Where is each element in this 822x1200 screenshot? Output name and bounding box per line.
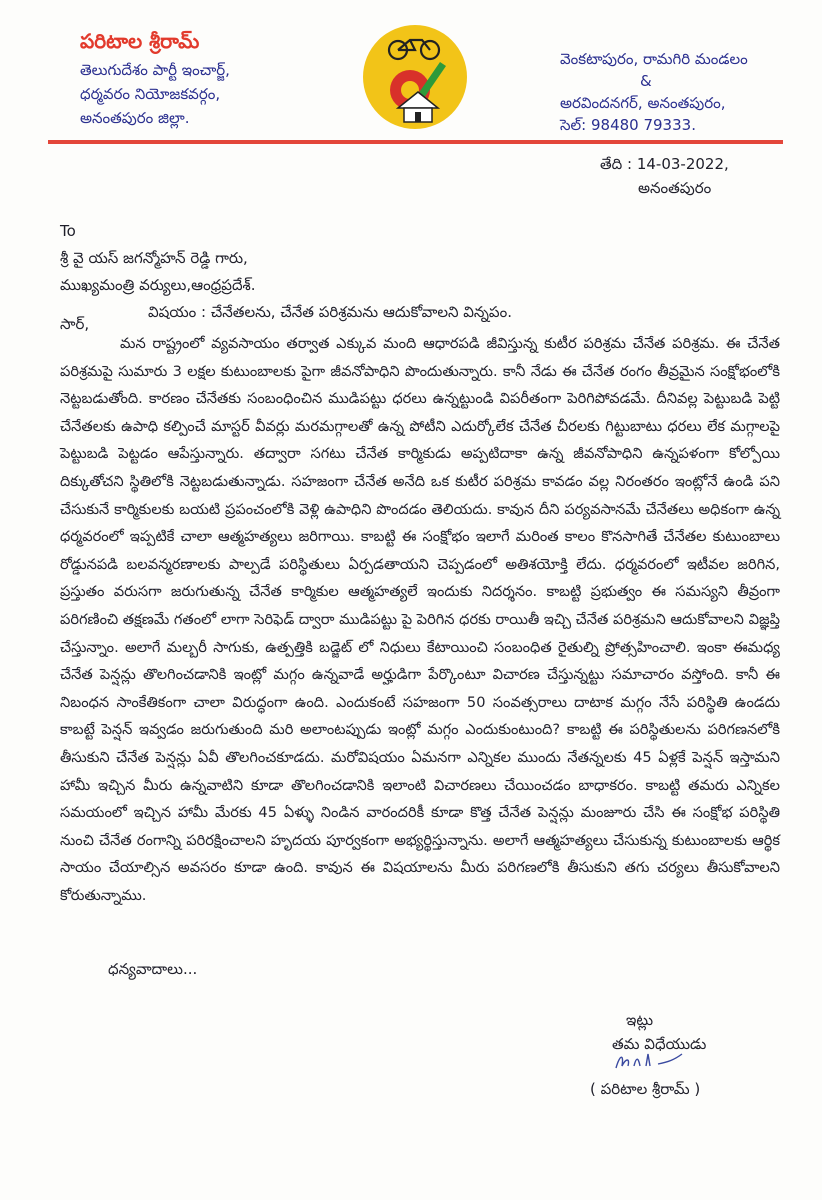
letter-date: తేది : 14-03-2022,	[600, 155, 729, 173]
sender-designation: తెలుగుదేశం పార్టీ ఇంచార్జ్,	[80, 61, 230, 79]
subject-line: విషయం : చేనేతలను, చేనేత పరిశ్రమను ఆదుకోవాలని విన్నపం.	[148, 303, 512, 321]
signoff-line-1: ఇట్లు	[626, 1011, 654, 1029]
addressee-office: ముఖ్యమంత్రి వర్యులు,ఆంధ్రప్రదేశ్.	[60, 276, 256, 294]
address-ampersand: &	[640, 72, 652, 90]
salutation: సార్,	[60, 315, 90, 333]
phone-number: సెల్: 98480 79333.	[560, 116, 696, 134]
header-divider	[48, 140, 783, 144]
sender-district: అనంతపురం జిల్లా.	[80, 109, 190, 127]
sender-name: పరిటాల శ్రీరామ్	[80, 29, 200, 53]
to-label: To	[60, 222, 76, 240]
addressee-name: శ్రీ వై యస్ జగన్మోహన్ రెడ్డి గారు,	[60, 249, 248, 267]
sender-constituency: ధర్మవరం నియోజకవర్గం,	[80, 85, 221, 103]
address-line-1: వెంకటాపురం, రామగిరి మండలం	[560, 50, 748, 68]
signatory-name: ( పరిటాల శ్రీరామ్ )	[590, 1080, 701, 1098]
letterhead-right	[560, 48, 800, 136]
letterhead-left	[80, 28, 340, 130]
thanks-line: ధన్యవాదాలు...	[108, 960, 198, 978]
body-paragraph: మన రాష్ట్రంలో వ్యవసాయం తర్వాత ఎక్కువ మంది ఆధారపడి జీవిస్తున్న కుటీర పరిశ్రమ చేనేత పరిశ్రమ. ఈ చేనేత పరిశ్రమపై సుమారు 3 లక్షల కుటుంబాలకు పైగా జీవనోపాధిని పొందుతున్నారు. కానీ నేడు ఈ చేనేత రంగం తీవ్రమైన సంక్షోభంలోకి నెట్టబడుతోంది. కారణం చేనేతకు సంబంధించిన ముడిపట్టు ధరలు ఉన్నట్టుండి విపరీతంగా పెరిగిపోవడమే. దీనివల్ల పెట్టుబడి పెట్టి చేనేతలకు ఉపాధి కల్పించే మాస్టర్ వీవర్లు మరమగ్గాలతో ఉన్న పోటీని ఎదుర్కోలేక చేనేత చీరలకు గిట్టుబాటు ధరలు లేక మగ్గాలపై పెట్టుబడి పెట్టడం ఆపేస్తున్నారు. తద్వారా సగటు చేనేత కార్మికుడు అప్పటిదాకా ఉన్న జీవనోపాధిని ఉన్నపళంగా కోల్పోయి దిక్కుతోచని స్థితిలోకి నెట్టబడుతున్నాడు. సహజంగా చేనేత అనేది ఒక కుటీర పరిశ్రమ కావడం వల్ల నిరంతరం ఇంట్లోనే ఉండి పని చేసుకునే కార్మికులకు బయటి ప్రపంచంలోకి వెళ్లి ఉపాధిని పొందడం తెలియదు. కావున దీని పర్యవసానమే చేనేతలు అధికంగా ఉన్న ధర్మవరంలో ఇప్పటికే చాలా ఆత్మహత్యలు జరిగాయి. కాబట్టి ఈ సంక్షోభం ఇలాగే మరింత కాలం కొనసాగితే చేనేతల కుటుంబాలు రోడ్డునపడి బలవన్మరణాలకు పాల్పడే పరిస్థితులు ఏర్పడతాయని చెప్పడంలో అతిశయోక్తి లేదు. ధర్మవరంలో ఇటీవల జరిగిన, ప్రస్తుతం వరుసగా జరుగుతున్న చేనేత కార్మికుల ఆత్మహత్యలే ఇందుకు నిదర్శనం. కాబట్టి ప్రభుత్వం ఈ సమస్యని తీవ్రంగా పరిగణించి తక్షణమే గతంలో లాగా సెరిఫెడ్ ద్వారా ముడిపట్టు పై పెరిగిన ధరకు రాయితీ ఇచ్చి చేనేత పరిశ్రమని ఆదుకోవాలని విజ్ఞప్తి చేస్తున్నాం. అలాగే మల్బరీ సాగుకు, ఉత్పత్తికి బడ్జెట్ లో నిధులు కేటాయించి సంబంధిత రైతుల్ని ప్రోత్సహించాలి. ఇంకా ఈమధ్య చేనేత పెన్షన్లు తొలగించడానికి ఇంట్లో మగ్గం ఉన్నవాడే అర్హుడిగా పేర్కొంటూ విచారణ చేస్తున్నట్టు సమాచారం వస్తోంది. కానీ ఈ నిబంధన సాంకేతికంగా చాలా విరుద్ధంగా ఉంది. ఎందుకంటే సహజంగా 50 సంవత్సరాలు దాటాక మగ్గం నేసే పరిస్థితి ఉండదు కాబట్టే పెన్షన్ ఇవ్వడం జరుగుతుంది మరి అలాంటప్పుడు ఇంట్లో మగ్గం ఎందుకుంటుంది? కాబట్టి ఈ పరిస్థితులను పరిగణనలోకి తీసుకుని చేనేత పెన్షన్లు ఏవీ తొలగించకూడదు. మరోవిషయం ఏమనగా ఎన్నికల ముందు నేతన్నలకు 45 ఏళ్లకే పెన్షన్ ఇస్తామని హామీ ఇచ్చిన మీరు ఉన్నవాటిని కూడా తొలగించడానికి ఇలాంటి విచారణలు చేయించడం బాధాకరం. కాబట్టి తమరు ఎన్నికల సమయంలో ఇచ్చిన హామీ మేరకు 45 ఏళ్ళు నిండిన వారందరికీ కూడా కొత్త చేనేత పెన్షన్లు మంజూరు చేసి ఈ సంక్షోభ పరిస్థితి నుంచి చేనేత రంగాన్ని పరిరక్షించాలని హృదయ పూర్వకంగా అభ్యర్థిస్తున్నాను. అలాగే ఆత్మహత్యలు చేసుకున్న కుటుంబాలకు ఆర్థిక సాయం చేయాల్సిన అవసరం కూడా ఉంది. కావున ఈ విషయాలను మీరు పరిగణలోకి తీసుకుని తగు చర్యలు తీసుకోవాలని కోరుతున్నాము.	[60, 335, 780, 904]
letter-city: అనంతపురం	[638, 179, 712, 197]
signoff-line-2: తమ విధేయుడు	[612, 1035, 707, 1053]
party-logo-icon	[360, 22, 470, 132]
addressee-block	[60, 218, 780, 326]
address-line-2: అరవిందనగర్, అనంతపురం,	[560, 94, 726, 112]
signature	[612, 1048, 692, 1074]
date-block	[600, 152, 800, 200]
letter-body	[60, 330, 780, 909]
letterhead	[0, 0, 822, 140]
